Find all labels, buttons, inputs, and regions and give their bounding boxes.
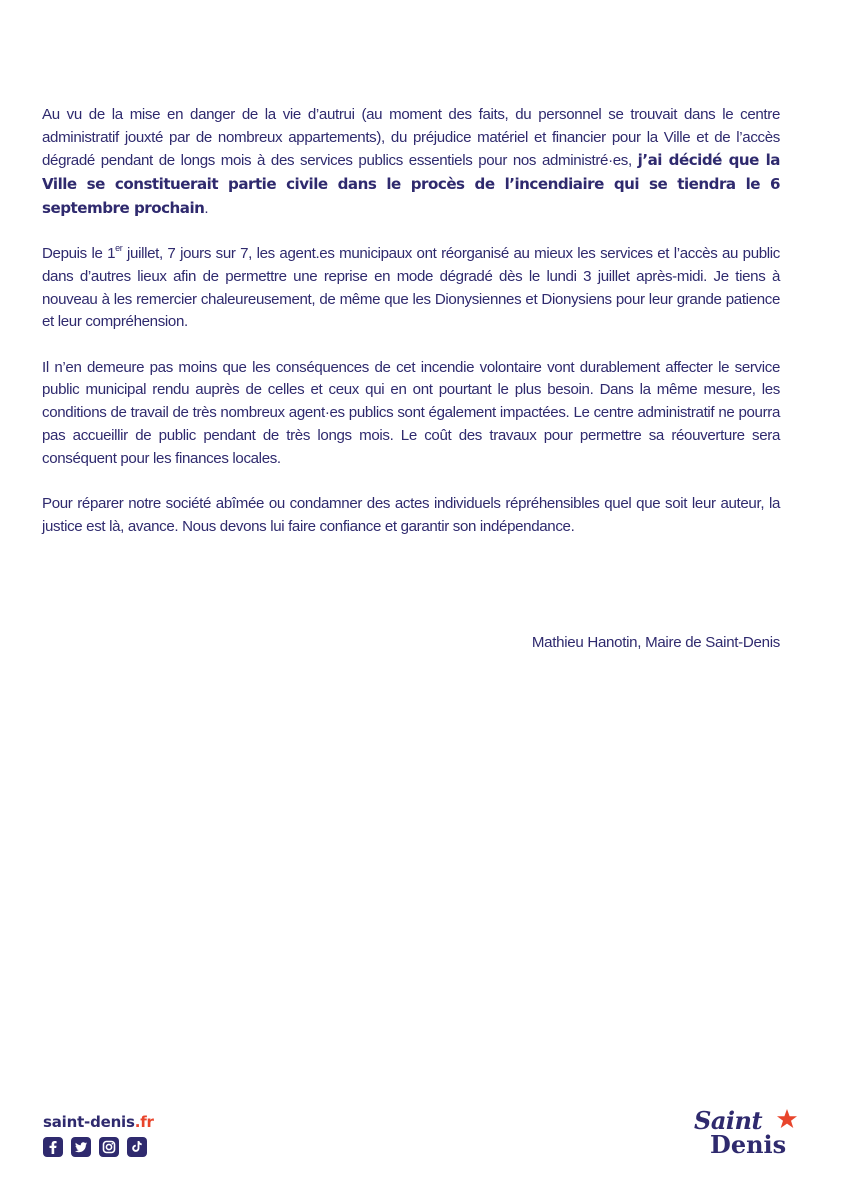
bold-statement: j’ai décidé que la Ville se constituerait partie civile dans le procès de l’incendiaire qui se tiendra le 6 septembre prochain	[42, 151, 780, 217]
social-icons	[43, 1137, 147, 1157]
paragraph-2: Depuis le 1er juillet, 7 jours sur 7, les agent.es municipaux ont réorganisé au mieux les services et l’accès au public dans d’autres lieux afin de permettre une reprise en mode dégradé dès le lundi 3 juillet après-midi. Je tiens à nouveau à les remercier chaleureusement, de même que les Dionysiennes et Dionysiens pour leur grande patience et leur compréhension.	[42, 243, 780, 331]
paragraph-3: Il n’en demeure pas moins que les conséquences de cet incendie volontaire vont durablement affecter le service public municipal rendu auprès de celles et ceux qui en ont pourtant le plus besoin. Dans la même mesure, les conditions de travail de très nombreux agent·es publics sont également impactées. Le centre administratif ne pourra pas accueillir de public pendant de très longs mois. Le coût des travaux pour permettre sa réouverture sera conséquent pour les finances locales.	[42, 358, 780, 467]
letter-body	[42, 104, 780, 561]
paragraph-1: Au vu de la mise en danger de la vie d’autrui (au moment des faits, du personnel se trouvait dans le centre administratif jouxté par de nombreux appartements), du préjudice matériel et financier pour la Ville et de l’accès dégradé pendant de longs mois à des services publics essentiels pour nos administré·es, j’ai décidé que la Ville se constituerait partie civile dans le procès de l’incendiaire qui se tiendra le 6 septembre prochain.	[42, 106, 780, 217]
tiktok-icon[interactable]	[127, 1137, 147, 1157]
twitter-icon[interactable]	[71, 1137, 91, 1157]
website-link[interactable]: saint-denis.fr	[43, 1113, 154, 1131]
saint-denis-logo: Saint Denis	[694, 1106, 812, 1162]
signature: Mathieu Hanotin, Maire de Saint-Denis	[531, 634, 780, 651]
site-tld: .fr	[134, 1113, 154, 1131]
paragraph-4: Pour réparer notre société abîmée ou condamner des actes individuels répréhensibles quel que soit leur auteur, la justice est là, avance. Nous devons lui faire confiance et garantir son indépendance.	[42, 494, 780, 535]
star-icon	[776, 1108, 798, 1130]
instagram-icon[interactable]	[99, 1137, 119, 1157]
facebook-icon[interactable]	[43, 1137, 63, 1157]
